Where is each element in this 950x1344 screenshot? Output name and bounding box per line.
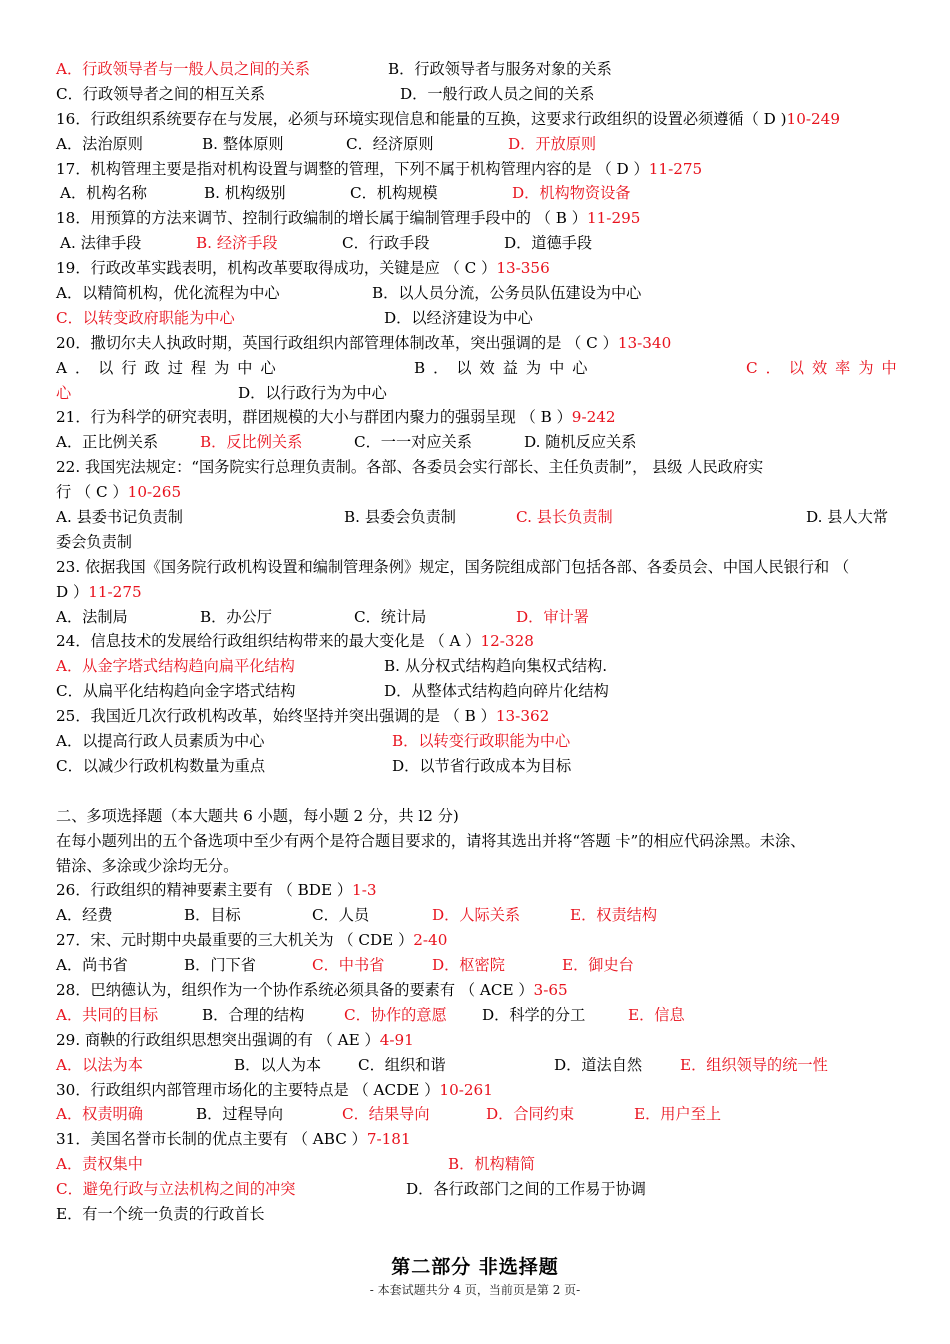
q25-options-row-1 <box>56 729 898 754</box>
q25-option-c: C．以减少行政机构数量为重点 <box>56 756 266 775</box>
page-ref: 9-242 <box>571 408 616 427</box>
q24-options-row-1 <box>56 654 898 679</box>
q31-options-row-3 <box>56 1202 898 1227</box>
q25-options-row-2 <box>56 754 898 779</box>
q28-option-d: D．科学的分工 <box>482 1005 586 1024</box>
q21-option-c: C．一一对应关系 <box>354 433 472 452</box>
q30-option-c: C．结果导向 <box>342 1105 430 1124</box>
exam-page <box>56 57 905 1227</box>
q20-option-c-cont: 心 <box>56 383 72 402</box>
q15-option-c: C．行政领导者之间的相互关系 <box>56 84 266 103</box>
q26-option-a: A．经费 <box>56 906 113 925</box>
q21-options <box>56 430 898 455</box>
page-ref: 10-249 <box>786 109 840 128</box>
q20-option-d: D．以行政行为为中心 <box>238 383 387 402</box>
q30-option-e: E．用户至上 <box>634 1105 722 1124</box>
q16-option-c: C．经济原则 <box>346 134 434 153</box>
question-text: 30．行政组织内部管理市场化的主要特点是 （ ACDE ） <box>56 1080 440 1099</box>
q31-stem <box>56 1127 898 1152</box>
q24-stem <box>56 629 898 654</box>
q30-stem <box>56 1078 898 1103</box>
q30-options <box>56 1102 898 1127</box>
q17-option-d: D．机构物资设备 <box>512 184 631 203</box>
q18-option-c: C．行政手段 <box>342 234 430 253</box>
q15-option-d: D．一般行政人员之间的关系 <box>400 84 595 103</box>
q20-option-c: C．以效率为中 <box>746 358 905 377</box>
q22-stem-line-2 <box>56 480 898 505</box>
page-ref: 13-356 <box>496 259 550 278</box>
q26-option-b: B．目标 <box>184 906 241 925</box>
q24-option-b: B. 从分权式结构趋向集权式结构. <box>384 657 608 676</box>
q17-option-b: B. 机构级别 <box>204 184 286 203</box>
q19-option-a: A．以精简机构，优化流程为中心 <box>56 284 280 303</box>
q19-options-row-2 <box>56 306 898 331</box>
q17-options <box>56 181 898 206</box>
q24-option-a: A．从金字塔式结构趋向扁平化结构 <box>56 657 295 676</box>
q31-option-b: B．机构精简 <box>448 1155 536 1174</box>
q28-options <box>56 1003 898 1028</box>
q29-stem <box>56 1028 898 1053</box>
q18-options <box>56 231 898 256</box>
page-ref: 11-275 <box>648 159 703 178</box>
q26-option-d: D．人际关系 <box>432 906 521 925</box>
q23-option-d: D．审计署 <box>516 607 589 626</box>
q29-option-d: D．道法自然 <box>554 1055 643 1074</box>
q29-option-e: E．组织领导的统一性 <box>680 1055 828 1074</box>
q17-option-c: C．机构规模 <box>350 184 438 203</box>
q26-options <box>56 903 898 928</box>
question-text-cont: 行 （ C ） <box>56 483 128 502</box>
q27-option-a: A．尚书省 <box>56 956 128 975</box>
q30-option-b: B．过程导向 <box>196 1105 284 1124</box>
q17-stem <box>56 157 898 182</box>
q22-options-cont <box>56 530 898 555</box>
question-text: 18．用预算的方法来调节、控制行政编制的增长属于编制管理手段中的 （ B ） <box>56 209 587 228</box>
question-text: 21．行为科学的研究表明，群团规模的大小与群团内聚力的强弱呈现 （ B ） <box>56 408 572 427</box>
question-text: 26．行政组织的精神要素主要有 （ BDE ） <box>56 881 353 900</box>
q25-option-d: D．以节省行政成本为目标 <box>392 756 572 775</box>
question-text: 24．信息技术的发展给行政组织结构带来的最大变化是 （ A ） <box>56 632 481 651</box>
section-instructions-line-2 <box>56 854 898 879</box>
page-ref: 12-328 <box>480 632 534 651</box>
q29-options <box>56 1053 898 1078</box>
question-text: 27．宋、元时期中央最重要的三大机关为 （ CDE ） <box>56 931 414 950</box>
q29-option-a: A．以法为本 <box>56 1055 143 1074</box>
question-text: 25．我国近几次行政机构改革，始终坚持并突出强调的是 （ B ） <box>56 707 496 726</box>
page-footer: - 本套试题共分 4 页，当前页是第 2 页- <box>369 1283 581 1297</box>
q23-option-b: B．办公厅 <box>200 607 272 626</box>
q22-stem-line-1 <box>56 455 898 480</box>
q23-stem-line-2 <box>56 580 898 605</box>
page-ref: 4-91 <box>379 1030 414 1049</box>
q28-option-e: E．信息 <box>628 1005 685 1024</box>
q22-option-c: C. 县长负责制 <box>516 508 613 527</box>
page-ref: 10-261 <box>439 1080 493 1099</box>
q30-option-d: D．合同约束 <box>486 1105 575 1124</box>
q29-option-c: C．组织和谐 <box>358 1055 446 1074</box>
q24-option-d: D．从整体式结构趋向碎片化结构 <box>384 682 609 701</box>
question-text: 19．行政改革实践表明，机构改革要取得成功，关键是应 （ C ） <box>56 259 497 278</box>
section-instructions-text-cont: 错涂、多涂或少涂均无分。 <box>56 856 239 875</box>
page-ref: 13-362 <box>495 707 550 726</box>
q27-option-d: D．枢密院 <box>432 956 505 975</box>
q30-option-a: A．权责明确 <box>56 1105 143 1124</box>
part-two-title: 第二部分 非选择题 <box>391 1256 559 1278</box>
q20-stem <box>56 331 898 356</box>
q20-option-a: A．以行政过程为中心 <box>56 358 284 377</box>
q16-options <box>56 132 898 157</box>
q20-option-b: B．以效益为中心 <box>414 358 596 377</box>
q15-option-b: B．行政领导者与服务对象的关系 <box>388 60 612 78</box>
q19-option-c: C．以转变政府职能为中心 <box>56 308 235 327</box>
q21-option-b: B．反比例关系 <box>200 433 303 452</box>
q27-option-b: B．门下省 <box>184 956 256 975</box>
question-text: 23. 依据我国《国务院行政机构设置和编制管理条例》规定，国务院组成部门包括各部、各委员会、中国人民银行和 （ <box>56 557 850 576</box>
q18-option-a: A. 法律手段 <box>60 234 142 253</box>
page-ref: 2-40 <box>413 931 448 950</box>
q22-options <box>56 505 898 530</box>
q21-option-a: A．正比例关系 <box>56 433 159 452</box>
q15-options-row-1 <box>56 57 898 82</box>
question-text: 31．美国名誉市长制的优点主要有 （ ABC ） <box>56 1130 367 1149</box>
page-ref: 3-65 <box>533 980 568 999</box>
q18-option-d: D．道德手段 <box>504 234 593 253</box>
q27-option-c: C．中书省 <box>312 956 385 975</box>
section-heading <box>56 804 898 829</box>
q28-option-a: A．共同的目标 <box>56 1005 159 1024</box>
q19-options-row-1 <box>56 281 898 306</box>
q31-options-row-2 <box>56 1177 898 1202</box>
q28-option-b: B．合理的结构 <box>202 1005 305 1024</box>
q19-option-b: B．以人员分流，公务员队伍建设为中心 <box>372 284 642 303</box>
q29-option-b: B．以人为本 <box>234 1055 322 1074</box>
q26-option-c: C．人员 <box>312 906 370 925</box>
q23-stem-line-1 <box>56 555 898 580</box>
q16-option-d: D．开放原则 <box>508 134 597 153</box>
q18-option-b: B. 经济手段 <box>196 234 278 253</box>
page-ref: 1-3 <box>352 881 377 900</box>
page-ref: 13-340 <box>617 333 672 352</box>
q24-option-c: C．从扁平化结构趋向金字塔式结构 <box>56 682 296 701</box>
q25-option-b: B．以转变行政职能为中心 <box>392 732 571 751</box>
question-text: 16．行政组织系统要存在与发展，必须与环境实现信息和能量的互换，这要求行政组织的设置必须遵循（ D ) <box>56 109 787 128</box>
q28-stem <box>56 978 898 1003</box>
q19-option-d: D．以经济建设为中心 <box>384 308 533 327</box>
q27-options <box>56 953 898 978</box>
q19-stem <box>56 256 898 281</box>
q31-options-row-1 <box>56 1152 898 1177</box>
q31-option-a: A．责权集中 <box>56 1155 143 1174</box>
q23-option-a: A．法制局 <box>56 607 128 626</box>
page-ref: 11-295 <box>586 209 641 228</box>
q25-stem <box>56 704 898 729</box>
question-text: 17．机构管理主要是指对机构设置与调整的管理，下列不属于机构管理内容的是 （ D ） <box>56 159 649 178</box>
section-spacer <box>56 779 898 804</box>
question-text: 22. 我国宪法规定：“国务院实行总理负责制。各部、各委员会实行部长、主任负责制”， 县级 人民政府实 <box>56 458 764 477</box>
q22-option-a: A. 县委书记负责制 <box>56 508 183 527</box>
page-ref: 10-265 <box>127 483 182 502</box>
q23-option-c: C．统计局 <box>354 607 427 626</box>
q20-options-row-2 <box>56 381 898 406</box>
q20-options-row-1 <box>56 356 905 381</box>
q22-option-b: B. 县委会负责制 <box>344 508 456 527</box>
q22-option-d-cont: 委会负责制 <box>56 532 132 551</box>
q18-stem <box>56 206 898 231</box>
q31-option-e: E．有一个统一负责的行政首长 <box>56 1204 265 1223</box>
q17-option-a: A．机构名称 <box>60 184 147 203</box>
section-instructions-line-1 <box>56 829 898 854</box>
page-ref: 11-275 <box>88 582 142 601</box>
q27-stem <box>56 928 898 953</box>
q16-option-b: B. 整体原则 <box>202 134 284 153</box>
q15-option-a: A．行政领导者与一般人员之间的关系 <box>56 60 310 78</box>
q26-stem <box>56 878 898 903</box>
q31-option-c: C．避免行政与立法机构之间的冲突 <box>56 1180 296 1199</box>
section-instructions-text: 在每小题列出的五个备选项中至少有两个是符合题目要求的，请将其选出并将“答题 卡”的相应代码涂黑。未涂、 <box>56 831 806 850</box>
section-heading-text: 二、多项选择题（本大题共 6 小题，每小题 2 分，共 l2 分) <box>56 806 459 825</box>
question-text: 29. 商鞅的行政组织思想突出强调的有 （ AE ） <box>56 1030 380 1049</box>
question-text-cont: D ） <box>56 582 89 601</box>
q28-option-c: C．协作的意愿 <box>344 1005 447 1024</box>
question-text: 28．巴纳德认为，组织作为一个协作系统必须具备的要素有 （ ACE ） <box>56 980 534 999</box>
question-text: 20．撒切尔夫人执政时期，英国行政组织内部管理体制改革，突出强调的是 （ C ） <box>56 333 618 352</box>
q31-option-d: D．各行政部门之间的工作易于协调 <box>406 1180 646 1199</box>
q22-option-d: D. 县人大常 <box>806 508 889 527</box>
q26-option-e: E．权责结构 <box>570 906 658 925</box>
q16-option-a: A．法治原则 <box>56 134 143 153</box>
q21-option-d: D. 随机反应关系 <box>524 433 637 452</box>
q25-option-a: A．以提高行政人员素质为中心 <box>56 732 265 751</box>
q27-option-e: E．御史台 <box>562 956 634 975</box>
page-ref: 7-181 <box>366 1130 411 1149</box>
q15-options-row-2 <box>56 82 898 107</box>
q23-options <box>56 605 898 630</box>
q16-stem <box>56 107 898 132</box>
q24-options-row-2 <box>56 679 898 704</box>
q21-stem <box>56 405 898 430</box>
